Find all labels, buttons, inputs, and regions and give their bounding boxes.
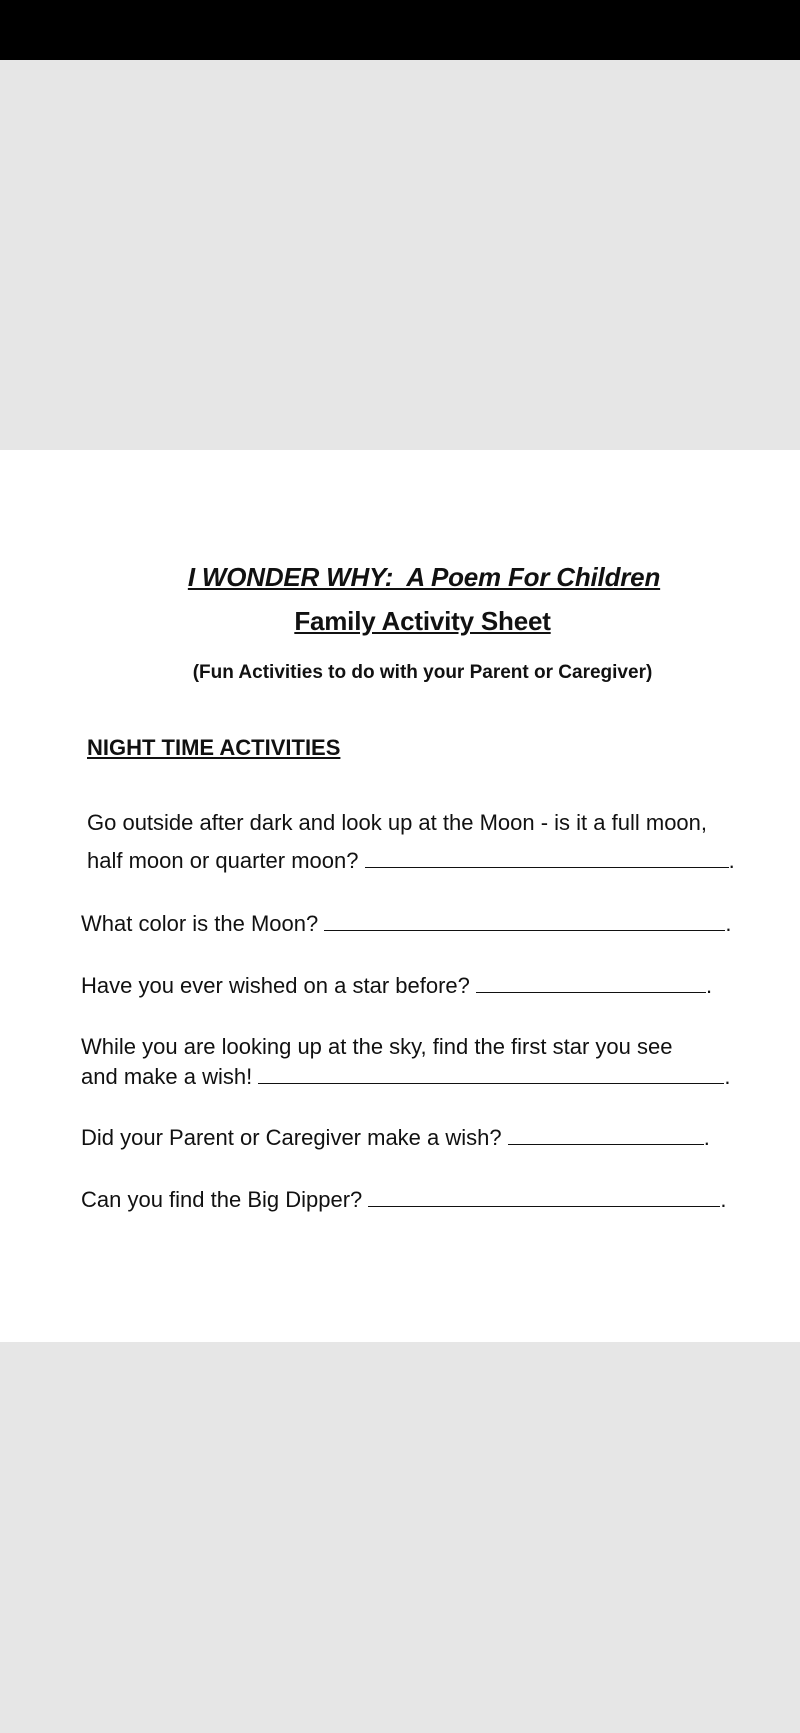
- question-moon-phase: [87, 804, 735, 880]
- answer-blank[interactable]: [368, 1188, 720, 1207]
- answer-blank[interactable]: [365, 849, 729, 868]
- answer-blank[interactable]: [258, 1065, 724, 1084]
- question-first-star-wish: [81, 1032, 730, 1092]
- question-big-dipper: [81, 1184, 727, 1216]
- question-text: Can you find the Big Dipper?: [81, 1187, 369, 1212]
- answer-blank[interactable]: [508, 1126, 704, 1145]
- question-text: Did your Parent or Caregiver make a wish?: [81, 1125, 508, 1150]
- question-text: What color is the Moon?: [81, 911, 325, 936]
- end-period: .: [728, 848, 735, 873]
- question-line-with-blank: [81, 1062, 730, 1092]
- section-heading: NIGHT TIME ACTIVITIES: [87, 735, 341, 760]
- question-text: half moon or quarter moon?: [87, 848, 365, 873]
- document-subtitle: Family Activity Sheet: [294, 606, 551, 636]
- answer-blank[interactable]: [324, 912, 725, 931]
- end-period: .: [703, 1125, 710, 1150]
- question-caregiver-wish: [81, 1122, 710, 1154]
- end-period: .: [720, 1187, 727, 1212]
- document-page: [0, 450, 800, 1342]
- question-line: While you are looking up at the sky, find the first star you see: [81, 1034, 673, 1059]
- question-line-with-blank: [87, 842, 735, 880]
- answer-blank[interactable]: [476, 974, 706, 993]
- question-moon-color: [81, 908, 731, 940]
- status-bar: [0, 0, 800, 60]
- end-period: .: [724, 1064, 731, 1089]
- question-wished-on-star: [81, 970, 712, 1002]
- end-period: .: [725, 911, 732, 936]
- question-line: Go outside after dark and look up at the Moon - is it a full moon,: [87, 810, 708, 835]
- question-text: Have you ever wished on a star before?: [81, 973, 477, 998]
- question-text: and make a wish!: [81, 1064, 259, 1089]
- end-period: .: [706, 973, 713, 998]
- document-title: I WONDER WHY: A Poem For Children: [187, 562, 661, 592]
- document-tagline: (Fun Activities to do with your Parent or Caregiver): [192, 662, 653, 683]
